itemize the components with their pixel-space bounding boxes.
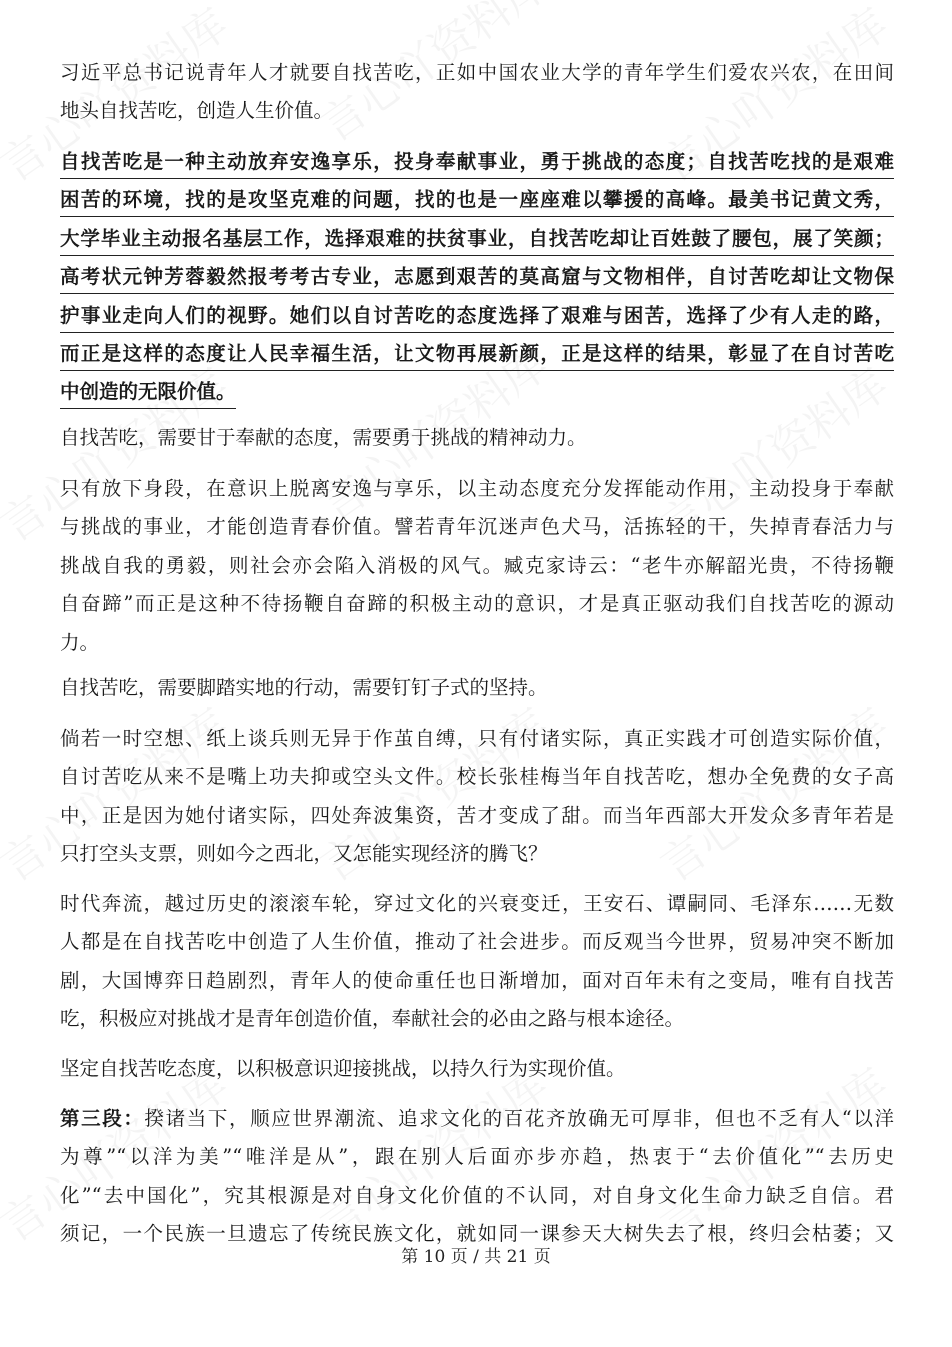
text-line (60, 720, 894, 758)
line-text: 揆诸当下，顺应世界潮流、追求文化的百花齐放确无可厚非，但也不乏有人“以洋 (144, 1107, 894, 1130)
paragraph (60, 54, 894, 131)
text-line (60, 258, 894, 296)
text-line (60, 419, 894, 457)
line-text: 自找苦吃，需要甘于奉献的态度，需要勇于挑战的精神动力。 (60, 426, 587, 449)
text-line (60, 585, 894, 623)
page-footer: 第 10 页 / 共 21 页 (401, 1247, 551, 1267)
text-line (60, 1050, 894, 1088)
line-text: 与挑战的事业，才能创造青春价值。譬若青年沉迷声色犬马，活拣轻的干，失掉青春活力与 (60, 515, 894, 539)
text-line (60, 547, 894, 585)
text-line (60, 1000, 894, 1038)
line-text: 高考状元钟芳蓉毅然报考考古专业，志愿到艰苦的莫高窟与文物相伴，自讨苦吃却让文物保 (60, 262, 894, 294)
paragraph (60, 885, 894, 1039)
paragraph (60, 1100, 894, 1254)
line-text: 只有放下身段，在意识上脱离安逸与享乐，以主动态度充分发挥能动作用，主动投身于奉献 (60, 477, 894, 500)
line-text: 大学毕业主动报名基层工作，选择艰难的扶贫事业，自找苦吃却让百姓鼓了腰包，展了笑颜； (60, 224, 894, 256)
text-line (60, 54, 894, 92)
line-text: 化”“去中国化”，究其根源是对自身文化价值的不认同，对自身文化生命力缺乏自信。君 (60, 1183, 894, 1207)
line-text: 习近平总书记说青年人才就要自找苦吃，正如中国农业大学的青年学生们爱农兴农，在田间 (60, 61, 894, 84)
section-label: 第三段： (60, 1107, 145, 1130)
line-text: 力。 (60, 630, 100, 654)
text-line (60, 669, 894, 707)
paragraph (60, 143, 894, 412)
text-line (60, 373, 894, 411)
line-text: 中，正是因为她付诸实际，四处奔波集资，苦才变成了甜。而当年西部大开发众多青年若是 (60, 803, 894, 827)
line-text: 吃，积极应对挑战才是青年创造价值，奉献社会的必由之路与根本途径。 (60, 1007, 685, 1031)
text-line (60, 335, 894, 373)
line-text: 自讨苦吃从来不是嘴上功夫抑或空头文件。校长张桂梅当年自找苦吃，想办全免费的女子高 (60, 765, 894, 789)
text-line (60, 885, 894, 923)
text-line (60, 1177, 894, 1215)
text-line (60, 923, 894, 961)
line-text: 地头自找苦吃，创造人生价值。 (60, 99, 334, 123)
text-line (60, 797, 894, 835)
text-line (60, 220, 894, 258)
line-text: 自奋蹄”而正是这种不待扬鞭自奋蹄的积极主动的意识，才是真正驱动我们自找苦吃的源动 (60, 592, 894, 616)
paragraph (60, 720, 894, 874)
line-text: 自找苦吃，需要脚踏实地的行动，需要钉钉子式的坚持。 (60, 676, 548, 699)
paragraph (60, 1050, 894, 1088)
text-line (60, 624, 894, 662)
text-line (60, 470, 894, 508)
line-text: 人都是在自找苦吃中创造了人生价值，推动了社会进步。而反观当今世界，贸易冲突不断加 (60, 930, 894, 954)
line-text: 为尊”“以洋为美”“唯洋是从”，跟在别人后面亦步亦趋，热衷于“去价值化”“去历史 (60, 1145, 894, 1169)
line-text: 须记，一个民族一旦遗忘了传统民族文化，就如同一课参天大树失去了根，终归会枯萎；又 (60, 1222, 894, 1246)
line-text: 挑战自我的勇毅，则社会亦会陷入消极的风气。臧克家诗云：“老牛亦解韶光贵，不待扬鞭 (60, 553, 894, 577)
text-line (60, 143, 894, 181)
line-text: 护事业走向人们的视野。她们以自讨苦吃的态度选择了艰难与困苦，选择了少有人走的路， (60, 301, 894, 333)
text-line (60, 92, 894, 130)
paragraph (60, 669, 894, 707)
line-text: 坚定自找苦吃态度，以积极意识迎接挑战，以持久行为实现价值。 (60, 1057, 626, 1080)
line-text: 自找苦吃是一种主动放弃安逸享乐，投身奉献事业，勇于挑战的态度；自找苦吃找的是艰难 (60, 147, 894, 179)
line-text: 倘若一时空想、纸上谈兵则无异于作茧自缚，只有付诸实际，真正实践才可创造实际价值， (60, 727, 894, 750)
text-line (60, 1100, 894, 1138)
line-text: 困苦的环境，找的是攻坚克难的问题，找的也是一座座难以攀援的高峰。最美书记黄文秀， (60, 185, 894, 217)
text-line (60, 835, 894, 873)
text-line (60, 297, 894, 335)
line-text: 剧，大国博弈日趋剧烈，青年人的使命重任也日渐增加，面对百年未有之变局，唯有自找苦 (60, 968, 894, 992)
text-line (60, 758, 894, 796)
text-line (60, 508, 894, 546)
line-text: 时代奔流，越过历史的滚滚车轮，穿过文化的兴衰变迁，王安石、谭嗣同、毛泽东……无数 (60, 892, 894, 915)
paragraph (60, 419, 894, 457)
paragraph (60, 470, 894, 662)
text-line (60, 962, 894, 1000)
text-line (60, 181, 894, 219)
line-text: 而正是这样的态度让人民幸福生活，让文物再展新颜，正是这样的结果，彰显了在自讨苦吃 (60, 339, 894, 371)
line-text: 只打空头支票，则如今之西北，又怎能实现经济的腾飞？ (60, 842, 548, 866)
text-line (60, 1138, 894, 1176)
line-text: 中创造的无限价值。 (60, 377, 236, 409)
